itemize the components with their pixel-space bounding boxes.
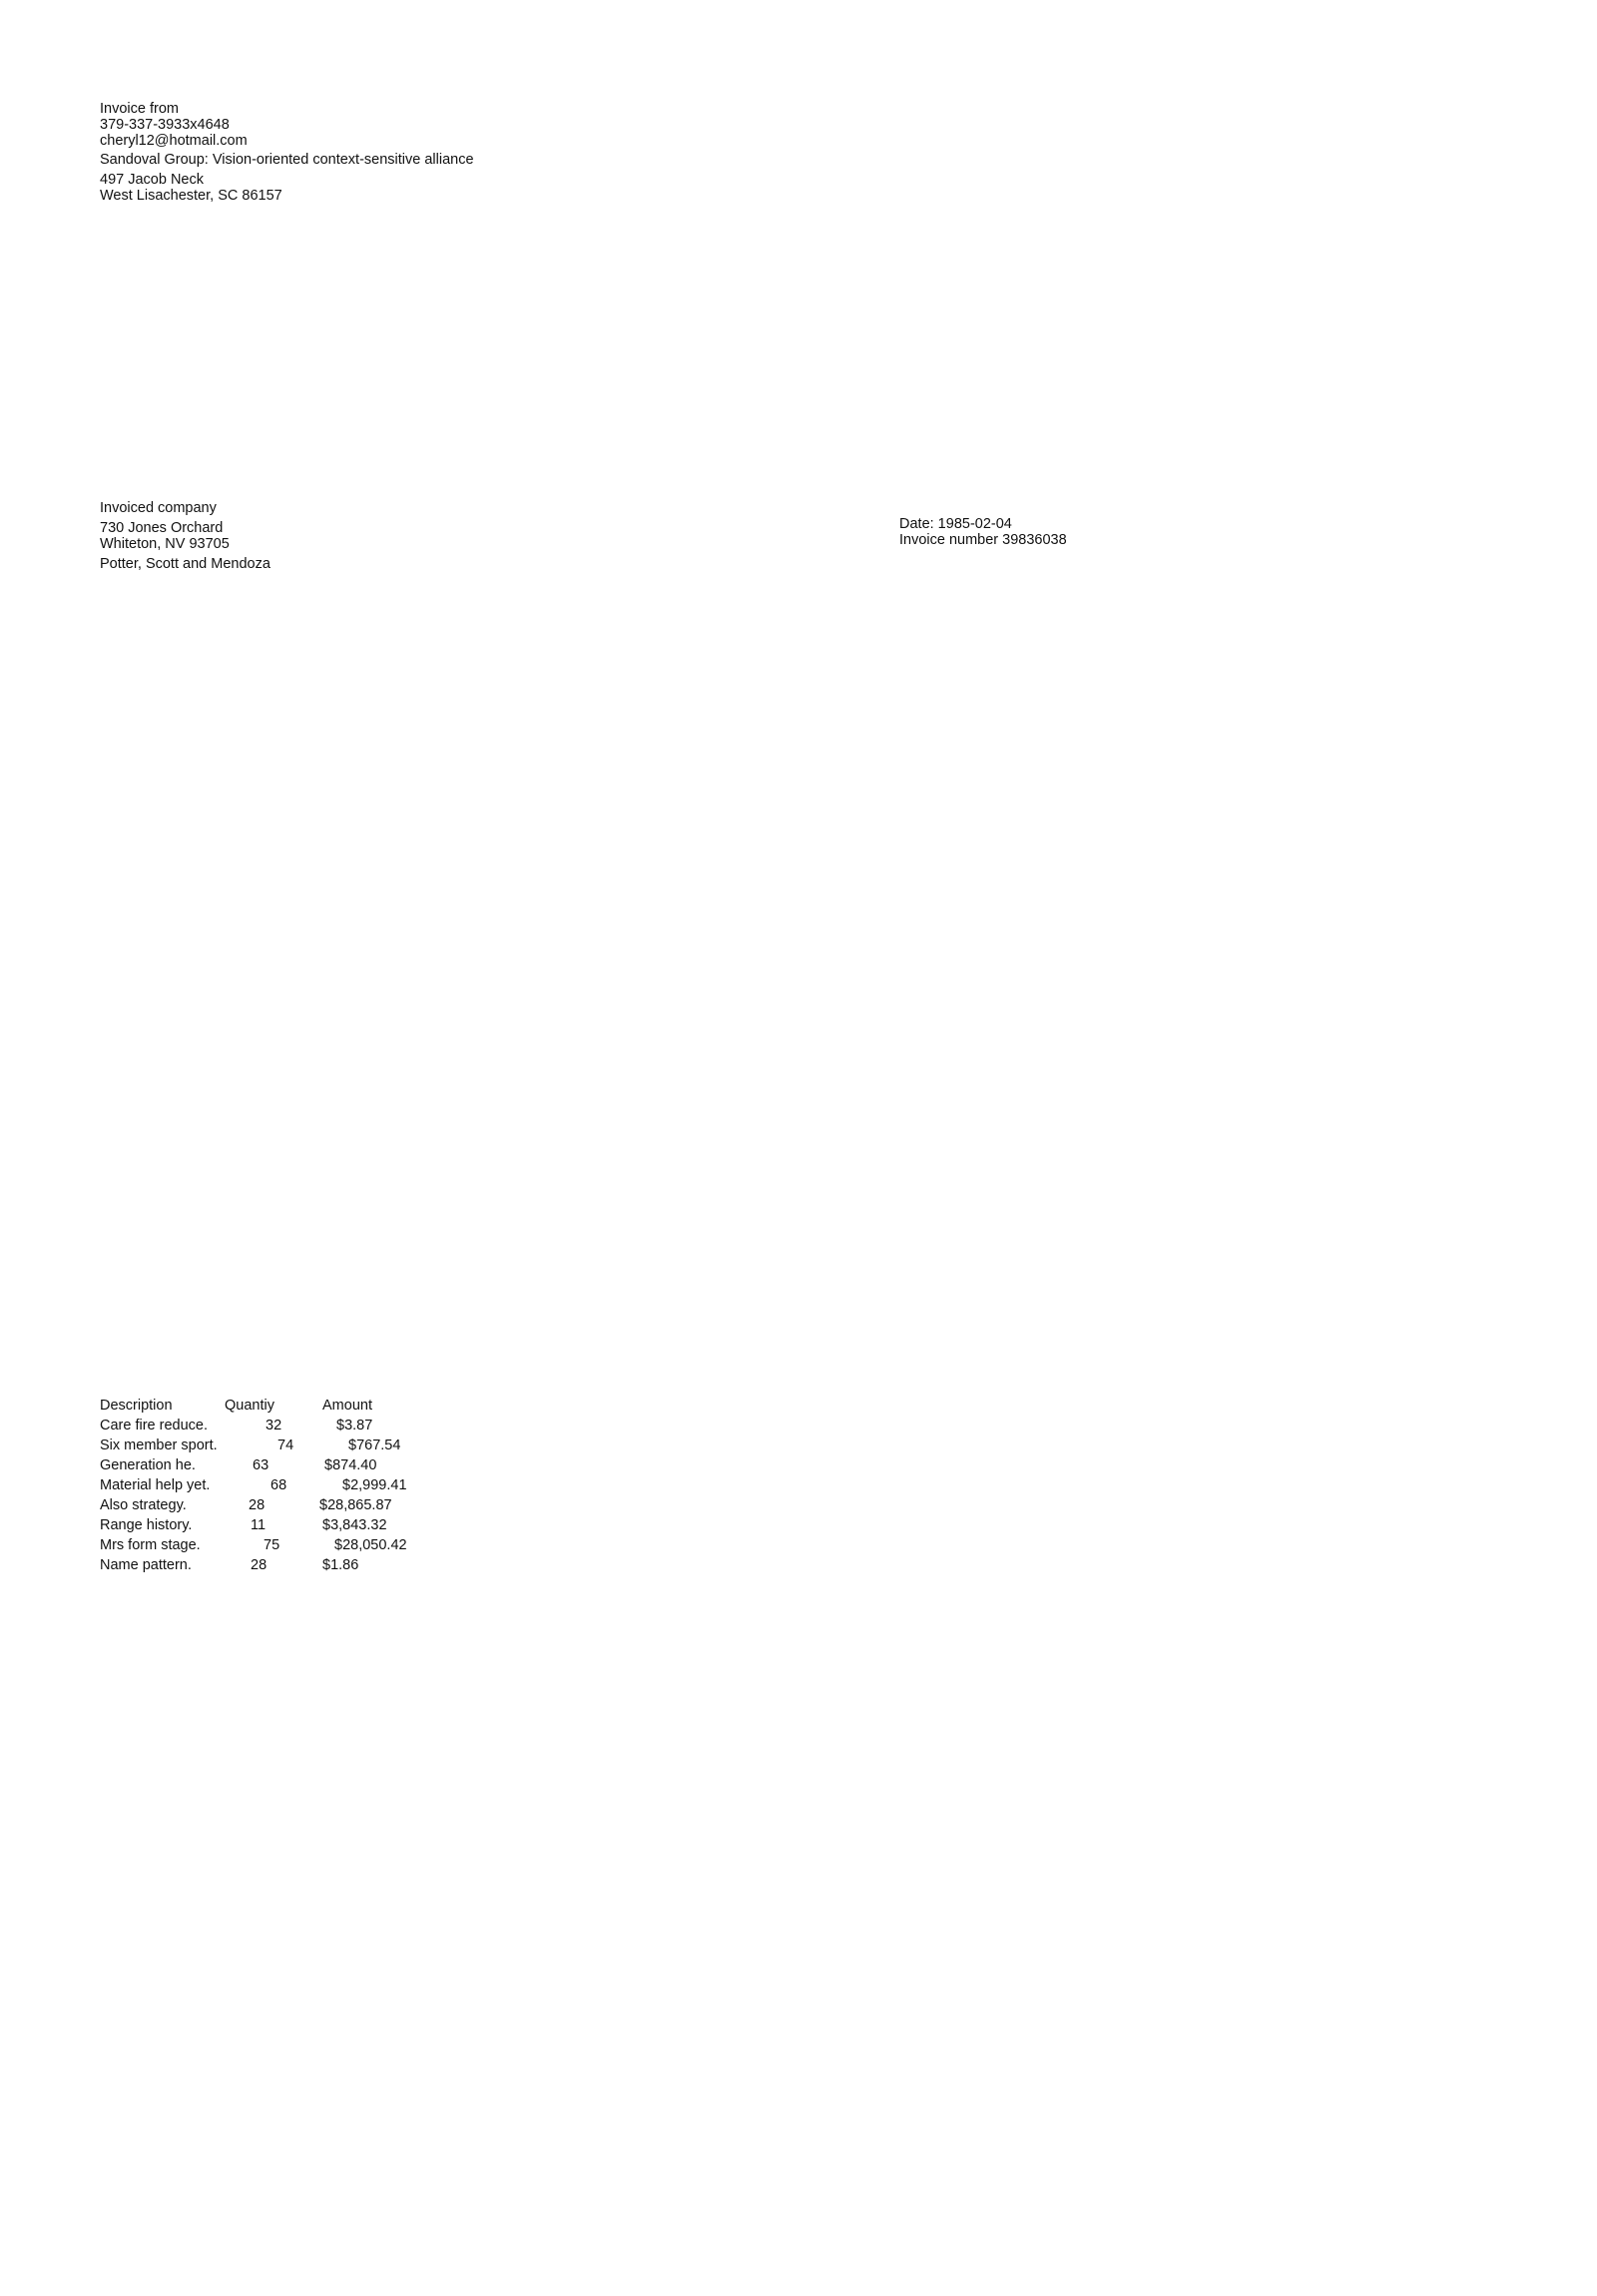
cell-quantity: 63	[253, 1457, 269, 1473]
cell-description: Name pattern.	[100, 1557, 192, 1573]
recipient-name: Potter, Scott and Mendoza	[100, 556, 270, 572]
sender-email: cheryl12@hotmail.com	[100, 133, 248, 149]
sender-block	[100, 101, 474, 204]
cell-description: Care fire reduce.	[100, 1418, 208, 1434]
invoice-number: Invoice number 39836038	[899, 532, 1067, 548]
invoice-date: Date: 1985-02-04	[899, 516, 1012, 532]
cell-quantity: 28	[249, 1497, 266, 1513]
cell-description: Also strategy.	[100, 1497, 187, 1513]
cell-amount: $767.54	[348, 1437, 401, 1453]
cell-quantity: 28	[251, 1557, 267, 1573]
cell-description: Generation he.	[100, 1457, 196, 1473]
recipient-block	[100, 500, 270, 572]
sender-heading: Invoice from	[100, 101, 179, 117]
cell-amount: $3,843.32	[322, 1517, 387, 1533]
recipient-street: 730 Jones Orchard	[100, 520, 224, 536]
header-description: Description	[100, 1398, 173, 1414]
header-quantity: Quantiy	[225, 1398, 274, 1414]
cell-amount: $2,999.41	[342, 1477, 407, 1493]
cell-amount: $28,865.87	[319, 1497, 392, 1513]
cell-quantity: 68	[270, 1477, 287, 1493]
cell-quantity: 32	[266, 1418, 282, 1434]
cell-description: Material help yet.	[100, 1477, 211, 1493]
cell-quantity: 75	[264, 1537, 280, 1553]
sender-company: Sandoval Group: Vision-oriented context-sensitive alliance	[100, 152, 474, 168]
recipient-heading: Invoiced company	[100, 500, 217, 516]
cell-quantity: 74	[277, 1437, 294, 1453]
cell-amount: $1.86	[322, 1557, 359, 1573]
cell-description: Six member sport.	[100, 1437, 218, 1453]
sender-street: 497 Jacob Neck	[100, 172, 204, 188]
cell-amount: $874.40	[324, 1457, 377, 1473]
invoice-meta	[899, 516, 1067, 548]
cell-amount: $3.87	[336, 1418, 373, 1434]
cell-description: Mrs form stage.	[100, 1537, 201, 1553]
cell-quantity: 11	[251, 1517, 266, 1533]
sender-city: West Lisachester, SC 86157	[100, 188, 282, 204]
header-amount: Amount	[322, 1398, 372, 1414]
sender-phone: 379-337-3933x4648	[100, 117, 230, 133]
cell-description: Range history.	[100, 1517, 193, 1533]
recipient-city: Whiteton, NV 93705	[100, 536, 230, 552]
cell-amount: $28,050.42	[334, 1537, 407, 1553]
